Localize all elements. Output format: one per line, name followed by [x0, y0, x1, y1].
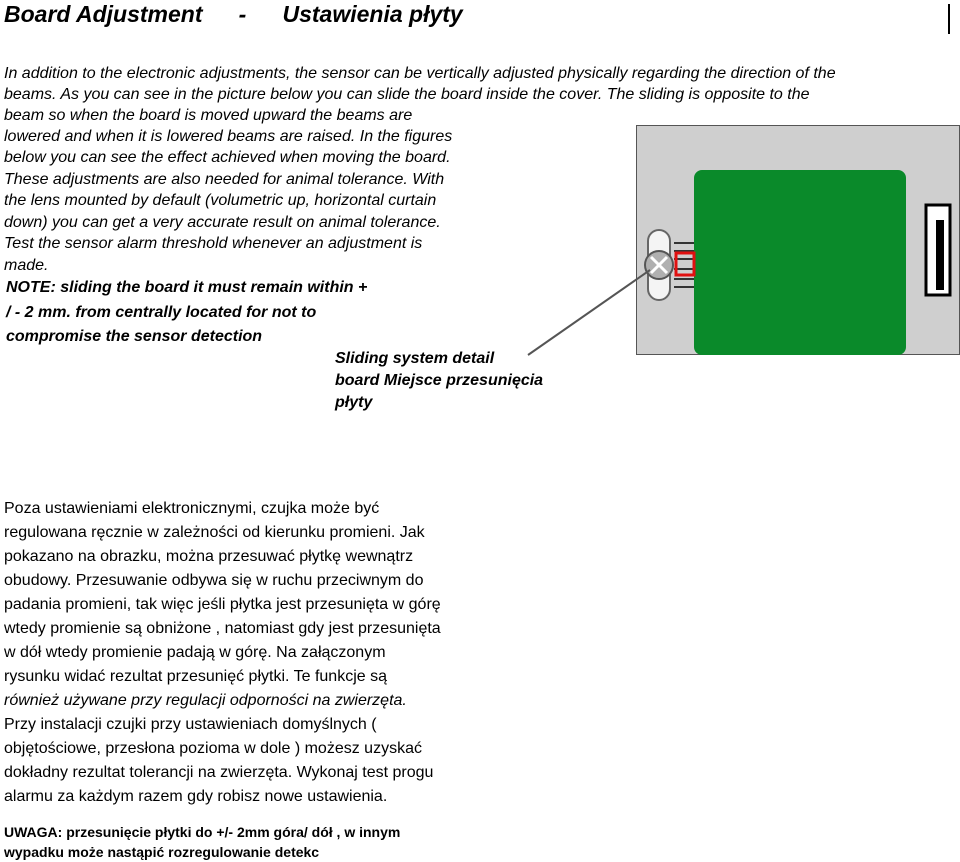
polish-line: pokazano na obrazku, można przesuwać płytkę wewnątrz: [4, 548, 414, 565]
english-line: lowered and when it is lowered beams are raised. In the figures: [4, 128, 453, 145]
polish-line: rysunku widać rezultat przesunięć płytki. Te funkcje są: [4, 668, 387, 685]
english-line: beams. As you can see in the picture below you can slide the board inside the cover. The sliding is opposite to the: [4, 86, 810, 103]
english-line: These adjustments are also needed for animal tolerance. With: [4, 171, 445, 188]
polish-line: alarmu za każdym razem gdy robisz nowe ustawienia.: [4, 788, 388, 805]
english-line: Test the sensor alarm threshold whenever an adjustment is: [4, 235, 423, 252]
polish-line: Przy instalacji czujki przy ustawieniach domyślnych (: [4, 716, 377, 733]
polish-line: wtedy promienie są obniżone , natomiast gdy jest przesunięta: [4, 620, 441, 637]
english-line: made.: [4, 257, 49, 274]
polish-line: objętościowe, przesłona pozioma w dole ) możesz uzyskać: [4, 740, 422, 757]
caption-line: płyty: [335, 394, 373, 411]
note-line: / - 2 mm. from centrally located for not to: [6, 304, 317, 321]
polish-line: regulowana ręcznie w zależności od kierunku promieni. Jak: [4, 524, 425, 541]
polish-line: również używane przy regulacji odporności na zwierzęta.: [4, 692, 407, 709]
title-polish: Ustawienia płyty: [282, 1, 463, 27]
polish-line: padania promieni, tak więc jeśli płytka jest przesunięta w górę: [4, 596, 441, 613]
english-line: beam so when the board is moved upward the beams are: [4, 107, 413, 124]
english-line: In addition to the electronic adjustments, the sensor can be vertically adjusted physically regarding the direction of the: [4, 65, 836, 82]
polish-line: Poza ustawieniami elektronicznymi, czujka może być: [4, 500, 380, 517]
english-line: the lens mounted by default (volumetric up, horizontal curtain: [4, 192, 437, 209]
polish-line: dokładny rezultat tolerancji na zwierzęta. Wykonaj test progu: [4, 764, 434, 781]
pointer-arrow: [528, 270, 650, 355]
english-line: down) you can get a very accurate result on animal tolerance.: [4, 214, 441, 231]
polish-line: w dół wtedy promienie padają w górę. Na załączonym: [4, 644, 386, 661]
note-line: NOTE: sliding the board it must remain within +: [6, 279, 368, 296]
caption-line: Sliding system detail: [335, 350, 495, 367]
note-line: compromise the sensor detection: [6, 328, 263, 345]
english-line: below you can see the effect achieved when moving the board.: [4, 149, 451, 166]
warning-line: wypadku może nastąpić rozregulowanie detekc: [4, 844, 320, 860]
caption-line: board Miejsce przesunięcia: [335, 372, 544, 389]
warning-line: UWAGA: przesunięcie płytki do +/- 2mm góra/ dół , w innym: [4, 824, 401, 840]
title-english: Board Adjustment: [4, 1, 203, 27]
polish-line: obudowy. Przesuwanie odbywa się w ruchu przeciwnym do: [4, 572, 424, 589]
title-separator: -: [238, 1, 247, 27]
